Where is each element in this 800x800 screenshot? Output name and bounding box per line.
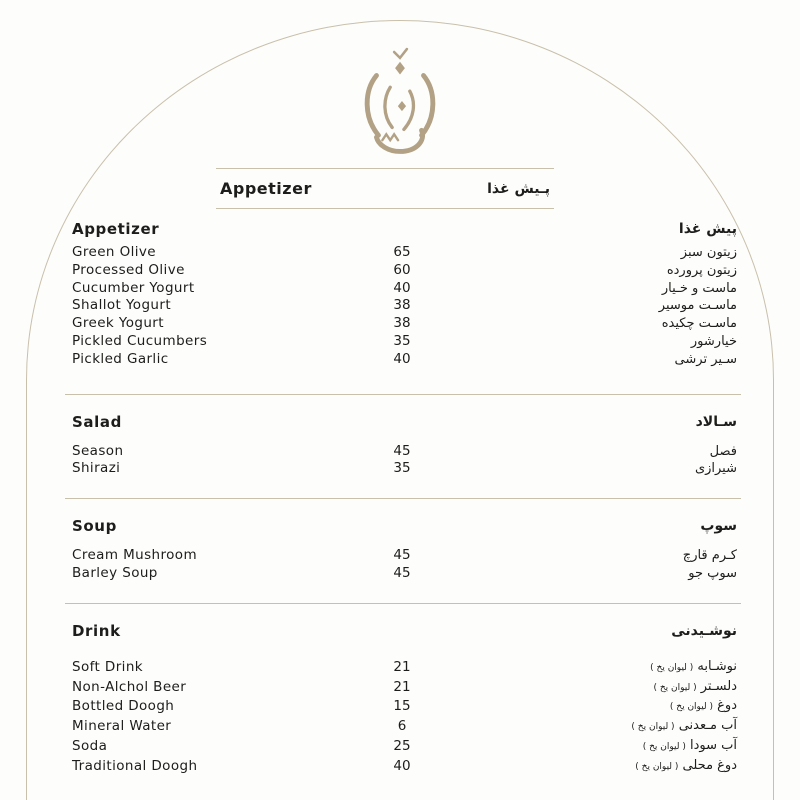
menu-item-row xyxy=(72,697,737,717)
section-title-en: Soup xyxy=(72,517,117,536)
section-header-soup xyxy=(72,515,737,537)
item-name-en: Processed Olive xyxy=(72,261,185,278)
item-name-en: Pickled Cucumbers xyxy=(72,332,208,349)
item-price: 38 xyxy=(393,315,411,332)
item-name-fa: ماسـت موسیر xyxy=(658,298,737,314)
item-note-fa: ( لیوان یخ ) xyxy=(642,741,686,752)
item-name-fa: کـرم قارچ xyxy=(682,548,737,564)
item-price: 35 xyxy=(393,460,411,477)
item-price: 21 xyxy=(393,678,411,695)
item-price: 45 xyxy=(393,564,411,581)
menu-item-row xyxy=(72,757,737,777)
menu-body xyxy=(72,218,737,777)
item-name-en: Bottled Doogh xyxy=(72,698,175,715)
item-name-fa: سـیر ترشی xyxy=(674,351,737,367)
menu-item-row xyxy=(72,244,737,262)
menu-item-row xyxy=(72,333,737,351)
menu-item-row xyxy=(72,351,737,369)
section-title-fa: پیش غذا xyxy=(678,221,737,237)
section-divider xyxy=(65,394,741,395)
menu-item-row xyxy=(72,547,737,565)
menu-category-banner xyxy=(216,168,554,209)
item-price: 35 xyxy=(393,332,411,349)
item-price: 60 xyxy=(393,261,411,278)
section-items-salad xyxy=(72,443,737,479)
item-price: 40 xyxy=(393,350,411,367)
item-price: 45 xyxy=(393,442,411,459)
item-name-en: Non-Alchol Beer xyxy=(72,678,187,695)
item-name-fa: زیتون پرورده xyxy=(666,262,737,278)
item-note-fa: ( لیوان یخ ) xyxy=(653,682,697,693)
menu-item-row xyxy=(72,737,737,757)
section-title-en: Appetizer xyxy=(72,220,160,238)
section-items-soup xyxy=(72,547,737,583)
brand-calligraphy-logo xyxy=(351,44,449,156)
item-name-en: Cucumber Yogurt xyxy=(72,279,195,296)
item-name-en: Traditional Doogh xyxy=(72,757,198,774)
section-divider xyxy=(65,498,741,499)
item-price: 25 xyxy=(393,737,411,754)
item-name-en: Soda xyxy=(72,737,108,754)
item-note-fa: ( لیوان یخ ) xyxy=(650,662,694,673)
item-name-en: Cream Mushroom xyxy=(72,547,198,564)
item-name-en: Shallot Yogurt xyxy=(72,297,172,314)
item-name-fa: دوغ محلی ( لیوان یخ ) xyxy=(635,757,737,773)
section-header-appetizer xyxy=(72,218,737,240)
item-price: 38 xyxy=(393,297,411,314)
item-note-fa: ( لیوان یخ ) xyxy=(635,761,679,772)
menu-item-row xyxy=(72,678,737,698)
item-price: 15 xyxy=(393,698,411,715)
section-title-fa: نوشـیدنی xyxy=(671,622,737,639)
item-name-fa: دلسـتر ( لیوان یخ ) xyxy=(653,678,737,694)
menu-item-row xyxy=(72,262,737,280)
section-divider xyxy=(65,603,741,604)
item-note-fa: ( لیوان یخ ) xyxy=(669,702,714,713)
menu-item-row xyxy=(72,280,737,298)
item-name-en: Green Olive xyxy=(72,244,156,260)
menu-item-row xyxy=(72,460,737,478)
section-items-drink xyxy=(72,658,737,777)
menu-item-row xyxy=(72,658,737,678)
item-name-fa: خیارشور xyxy=(690,333,737,349)
menu-item-row xyxy=(72,297,737,315)
section-items-appetizer xyxy=(72,244,737,369)
banner-title-fa: پـیش غذا xyxy=(487,180,550,197)
item-price: 45 xyxy=(393,547,411,564)
item-price: 6 xyxy=(397,718,407,735)
banner-title-en: Appetizer xyxy=(220,179,312,198)
item-name-en: Season xyxy=(72,442,124,459)
item-note-fa: ( لیوان یخ ) xyxy=(631,722,675,733)
item-name-en: Barley Soup xyxy=(72,564,158,581)
section-title-en: Salad xyxy=(72,412,122,431)
item-name-en: Soft Drink xyxy=(72,658,143,675)
item-name-en: Mineral Water xyxy=(72,718,172,735)
item-name-fa: ماسـت چکیده xyxy=(661,316,737,332)
menu-item-row xyxy=(72,717,737,737)
section-title-fa: سوپ xyxy=(700,518,737,535)
section-header-drink xyxy=(72,620,737,642)
item-name-en: Greek Yogurt xyxy=(72,315,164,332)
item-name-fa: نوشـابه ( لیوان یخ ) xyxy=(650,658,737,674)
item-name-en: Pickled Garlic xyxy=(72,350,169,367)
menu-item-row xyxy=(72,315,737,333)
item-name-fa: آب مـعدنی ( لیوان یخ ) xyxy=(631,718,737,734)
item-name-fa: شیرازی xyxy=(694,461,737,477)
section-header-salad xyxy=(72,411,737,433)
menu-item-row xyxy=(72,565,737,583)
item-name-fa: زیتون سبز xyxy=(680,245,737,260)
section-title-en: Drink xyxy=(72,621,121,640)
item-name-fa: سوپ جو xyxy=(688,565,737,581)
item-name-en: Shirazi xyxy=(72,460,121,477)
item-price: 40 xyxy=(393,757,411,774)
item-name-fa: فصل xyxy=(709,443,737,459)
menu-item-row xyxy=(72,443,737,461)
item-name-fa: دوغ ( لیوان یخ ) xyxy=(669,698,737,714)
item-price: 40 xyxy=(393,279,411,296)
section-title-fa: سـالاد xyxy=(695,413,737,430)
item-price: 21 xyxy=(393,658,411,675)
item-name-fa: ماست و خـیار xyxy=(661,280,737,296)
item-name-fa: آب سودا ( لیوان یخ ) xyxy=(642,737,737,753)
item-price: 65 xyxy=(393,244,411,260)
